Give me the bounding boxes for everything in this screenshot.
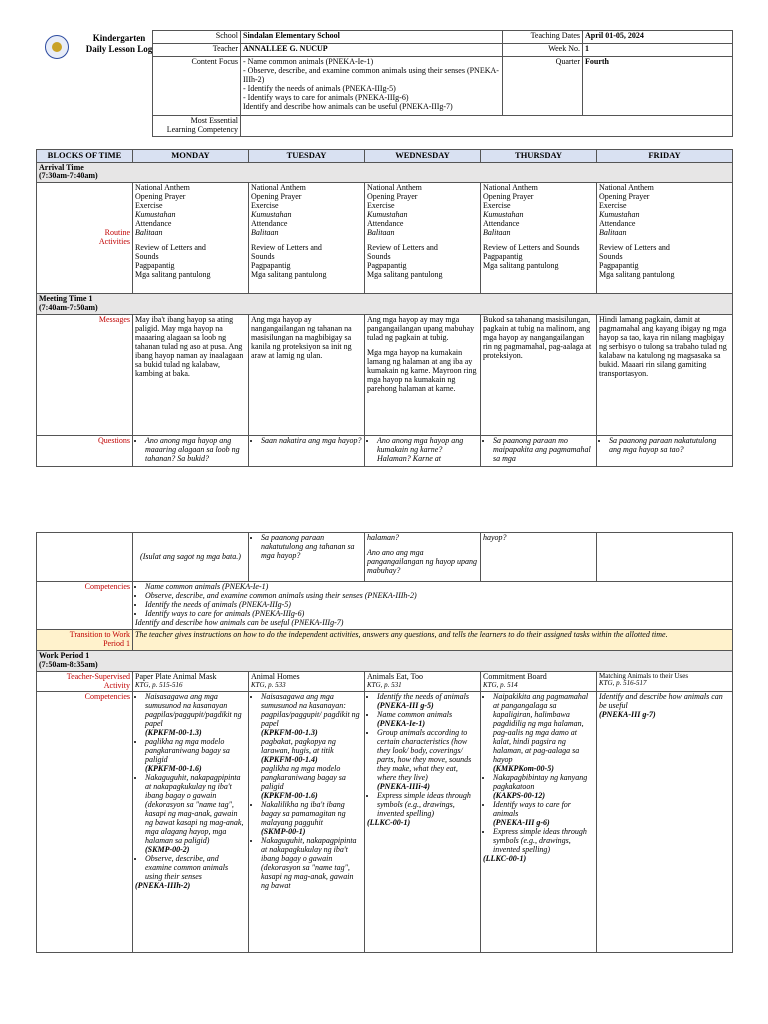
transition-row bbox=[37, 629, 733, 650]
text-cell: KTG, p. 533 bbox=[251, 680, 286, 689]
activity-wednesday bbox=[365, 671, 481, 692]
text-cell: Express simple ideas through symbols (e.g., drawings, invented spelling) bbox=[377, 790, 471, 818]
messages-row bbox=[37, 315, 733, 436]
competencies2-friday bbox=[597, 692, 733, 953]
text-cell: National Anthem bbox=[135, 183, 190, 193]
text-cell: Identify and describe how animals can be useful (PNEKA-IIIg-7) bbox=[135, 617, 344, 627]
text-cell: (PNEKA-III g-7) bbox=[599, 710, 656, 720]
text-cell: Mga salitang pantulong bbox=[251, 270, 327, 279]
text-cell: (KMKPKom-00-5) bbox=[493, 764, 554, 774]
activity-thursday bbox=[481, 671, 597, 692]
question-cont-wednesday bbox=[365, 533, 481, 582]
text-cell: (PNEKA-III g-5) bbox=[377, 701, 434, 711]
tsa-label bbox=[37, 671, 133, 692]
questions-label: Questions bbox=[37, 436, 133, 467]
school-value: Sindalan Elementary School bbox=[241, 31, 503, 44]
text-cell: National Anthem bbox=[599, 183, 654, 193]
text-cell: • Sa paanong paraan nakatutulong ang tahanan sa mga hayop? bbox=[261, 534, 362, 561]
text-cell: Learning Competency bbox=[166, 124, 238, 134]
routine-thursday bbox=[481, 183, 597, 294]
text-cell: Attendance bbox=[135, 219, 172, 229]
text-cell: Pagpapantig bbox=[251, 261, 291, 271]
text-cell: KTG, p. 514 bbox=[483, 680, 518, 689]
text-cell: Review of Letters and bbox=[135, 243, 206, 253]
text-cell: Pagpapantig bbox=[367, 261, 407, 271]
competencies-row bbox=[37, 582, 733, 630]
text-cell: Express simple ideas through symbols (e.g., drawings, invented spelling) bbox=[493, 826, 587, 854]
questions-continued-row bbox=[37, 533, 733, 582]
text-cell: Review of Letters and bbox=[367, 243, 438, 253]
text-cell: Naisasagawa ang mga sumusunod na kasanayan: pagpilas/paggupit/ pagdikit ng papel bbox=[261, 692, 360, 729]
text-cell: Sounds bbox=[135, 252, 159, 262]
text-cell: - Identify ways to care for animals (PNEKA-IIIg-6) bbox=[243, 92, 409, 102]
activity-tuesday bbox=[249, 671, 365, 692]
text-cell: Nakapagbibintay ng kanyang pagkakatoon bbox=[493, 773, 588, 792]
text-cell: - Identify the needs of animals (PNEKA-IIIg-5) bbox=[243, 83, 396, 93]
thursday-header: THURSDAY bbox=[481, 150, 597, 163]
routine-tuesday bbox=[249, 183, 365, 294]
text-cell: Exercise bbox=[251, 201, 279, 211]
text-cell: • Sa paanong paraan nakatutulong ang mga hayop sa tao? bbox=[609, 437, 730, 455]
text-cell: Opening Prayer bbox=[367, 192, 418, 202]
text-cell: • Saan nakatira ang mga hayop? bbox=[261, 437, 362, 446]
mel-label bbox=[153, 116, 241, 137]
text-cell: Opening Prayer bbox=[599, 192, 650, 202]
text-cell: Nakaguguhit, nakapagpipinta at nakapagkukulay ng iba't ibang bagay o gawain (dekorasyon sa "name tag", kasapi ng mag-anak, gawain ng bawat bbox=[261, 835, 357, 890]
text-cell: Mga mga hayop na kumakain lamang ng halaman at ang iba ay kumakain ng karne. Mayroon ring mga hayop na kumakain ng parehong halaman at karne. bbox=[367, 348, 477, 393]
text-cell: Observe, describe, and examine common animals using their senses bbox=[145, 853, 229, 881]
dates-value: April 01-05, 2024 bbox=[583, 31, 733, 44]
lesson-log-page-2 bbox=[36, 532, 732, 953]
meeting-section bbox=[37, 294, 733, 315]
text-cell: Daily Lesson Log bbox=[85, 43, 153, 54]
competencies2-wednesday bbox=[365, 692, 481, 953]
questions-row bbox=[37, 436, 733, 467]
wednesday-header: WEDNESDAY bbox=[365, 150, 481, 163]
text-cell: National Anthem bbox=[251, 183, 306, 193]
question-tuesday bbox=[249, 436, 365, 467]
text-cell: Balitaan bbox=[599, 228, 627, 238]
text-cell: Teacher-Supervised bbox=[66, 671, 130, 681]
text-cell: (KPKFM-00-1.6) bbox=[145, 764, 202, 774]
text-cell: (SKMP-00-1) bbox=[261, 826, 306, 836]
text-cell: KTG, p. 515-516 bbox=[135, 680, 183, 689]
teacher-label: Teacher bbox=[153, 44, 241, 57]
text-cell: Arrival Time bbox=[39, 162, 84, 172]
text-cell: Exercise bbox=[367, 201, 395, 211]
competencies2-thursday bbox=[481, 692, 597, 953]
text-cell: Routine bbox=[104, 228, 130, 238]
text-cell: Balitaan bbox=[251, 228, 279, 238]
text-cell: Mga salitang pantulong bbox=[367, 270, 443, 279]
text-cell: (PNEKA-IIIi-4) bbox=[377, 782, 430, 792]
text-cell: (7:30am-7:40am) bbox=[39, 171, 98, 181]
question-friday bbox=[597, 436, 733, 467]
text-cell: Activity bbox=[103, 680, 130, 690]
activity-row bbox=[37, 671, 733, 692]
transition-text: The teacher gives instructions on how to do the independent activities, answers any questions, and tells the learners to do their assigned tasks within the allotted time. bbox=[133, 629, 733, 650]
text-cell: (PNEKA-III g-6) bbox=[493, 817, 550, 827]
text-cell: Kumustahan bbox=[483, 210, 524, 220]
text-cell: Nakaguguhit, nakapagpipinta at nakapagkukulay ng iba't ibang bagay o gawain (dekorasyon sa "name tag", kasapi ng mag-anak, gawain ng bawat kasapi ng mag-anak, mga alagang hayop, mga halaman sa paligid) bbox=[145, 773, 244, 845]
text-cell: • Ano anong mga hayop ang maaaring alagaan sa loob ng tahanan? Sa bukid? bbox=[145, 437, 246, 464]
blocks-table-continued bbox=[36, 532, 733, 953]
question-cont-monday: (Isulat ang sagot ng mga bata.) bbox=[133, 533, 249, 582]
question-thursday bbox=[481, 436, 597, 467]
dates-label: Teaching Dates bbox=[503, 31, 583, 44]
activity-monday bbox=[133, 671, 249, 692]
text-cell: Exercise bbox=[483, 201, 511, 211]
text-cell: - Name common animals (PNEKA-Ie-1) bbox=[243, 57, 374, 66]
text-cell: Identify ways to care for animals bbox=[493, 799, 571, 818]
text-cell: Balitaan bbox=[367, 228, 395, 238]
text-cell: Activities bbox=[98, 237, 130, 247]
teacher-value: ANNALLEE G. NUCUP bbox=[241, 44, 503, 57]
day-header-row bbox=[37, 150, 733, 163]
week-value: 1 bbox=[583, 44, 733, 57]
text-cell: Naisasagawa ang mga sumusunod na kasanayan pagpilas/paggupit/pagdikit ng papel bbox=[145, 692, 242, 729]
text-cell: Kindergarten bbox=[92, 33, 146, 43]
text-cell: Mga salitang pantulong bbox=[135, 270, 211, 279]
quarter-value: Fourth bbox=[583, 57, 733, 116]
text-cell: Kumustahan bbox=[251, 210, 292, 220]
text-cell: Matching Animals to their Uses bbox=[599, 671, 689, 680]
text-cell: Work Period 1 bbox=[39, 650, 90, 660]
text-cell: Animals Eat, Too bbox=[367, 671, 423, 681]
text-cell: Meeting Time 1 bbox=[39, 294, 93, 304]
text-cell: • Ano anong mga hayop ang kumakain ng karne? Halaman? Karne at bbox=[377, 437, 478, 464]
header-table bbox=[152, 30, 733, 137]
text-cell: Ang mga hayop ay may mga pangangailangan upang mabuhay tulad ng pagkain at tubig. bbox=[367, 315, 475, 343]
text-cell: Opening Prayer bbox=[251, 192, 302, 202]
arrival-section bbox=[37, 162, 733, 183]
text-cell: National Anthem bbox=[483, 183, 538, 193]
text-cell: Review of Letters and bbox=[599, 243, 670, 253]
text-cell: Attendance bbox=[599, 219, 636, 229]
routine-friday bbox=[597, 183, 733, 294]
routine-monday bbox=[133, 183, 249, 294]
text-cell: KTG, p. 516-517 bbox=[599, 679, 647, 688]
text-cell: Identify and describe how animals can be useful (PNEKA-IIIg-7) bbox=[243, 101, 453, 111]
text-cell: Mga salitang pantulong bbox=[483, 261, 559, 271]
lesson-log-page-1 bbox=[36, 30, 732, 467]
text-cell: KTG, p. 531 bbox=[367, 680, 402, 689]
text-cell: Exercise bbox=[135, 201, 163, 211]
text-cell: Identify the needs of animals bbox=[377, 692, 469, 702]
text-cell: Commitment Board bbox=[483, 671, 547, 681]
competencies-label: Competencies bbox=[37, 582, 133, 630]
competencies2-row bbox=[37, 692, 733, 953]
text-cell: Identify and describe how animals can be useful bbox=[599, 692, 723, 711]
text-cell: (LLKC-00-1) bbox=[483, 853, 527, 863]
text-cell: • Observe, describe, and examine common animals using their senses (PNEKA-IIIh-2) bbox=[145, 592, 730, 601]
blocks-table bbox=[36, 149, 733, 467]
message-friday: Hindi lamang pagkain, damit at pagmamahal ang kayang ibigay ng mga hayop sa tao, kaya rin nilang magbigay ng serbisyo o tulong sa trabaho tulad ng kalabaw na katulong ng magsasaka sa bukid. Maaari rin silang gamiting transportasyon. bbox=[597, 315, 733, 436]
question-cont-thursday: hayop? bbox=[481, 533, 597, 582]
text-cell: Attendance bbox=[251, 219, 288, 229]
text-cell: Opening Prayer bbox=[483, 192, 534, 202]
text-cell: Nakalilikha ng iba't ibang bagay sa pamamagitan ng malayang pagguhit bbox=[261, 799, 346, 827]
text-cell: Pagpapantig bbox=[599, 261, 639, 271]
text-cell: pagbakat, pagkopya ng larawan, hugis, at titik bbox=[261, 737, 336, 756]
competencies2-label: Competencies bbox=[37, 692, 133, 953]
text-cell: (KPKFM-00-1.6) bbox=[261, 790, 318, 800]
text-cell: Opening Prayer bbox=[135, 192, 186, 202]
text-cell: Most Essential bbox=[190, 116, 238, 125]
text-cell: Animal Homes bbox=[251, 671, 300, 681]
text-cell: paglikha ng mga modelo pangkaraniwang bagay sa paligid bbox=[261, 764, 346, 792]
tuesday-header: TUESDAY bbox=[249, 150, 365, 163]
text-cell: Pagpapantig bbox=[483, 252, 523, 262]
text-cell: Sounds bbox=[251, 252, 275, 262]
competencies2-monday bbox=[133, 692, 249, 953]
blocks-header: BLOCKS OF TIME bbox=[37, 150, 133, 163]
text-cell: - Observe, describe, and examine common animals using their senses (PNEKA-IIIh-2) bbox=[243, 65, 499, 84]
text-cell: halaman? bbox=[367, 533, 399, 542]
text-cell: Balitaan bbox=[135, 228, 163, 238]
text-cell: Attendance bbox=[483, 219, 520, 229]
focus-list bbox=[241, 57, 503, 116]
text-cell: (7:40am-7:50am) bbox=[39, 303, 98, 313]
mel-value bbox=[241, 116, 733, 137]
text-cell: Sounds bbox=[599, 252, 623, 262]
text-cell: Paper Plate Animal Mask bbox=[135, 671, 217, 681]
monday-header: MONDAY bbox=[133, 150, 249, 163]
text-cell: Pagpapantig bbox=[135, 261, 175, 271]
message-thursday: Bukod sa tahanang masisilungan, pagkain at tubig na malinom, ang mga hayop ay nangangailangan rin ng pagmamahal, pag-aalaga at proteksiyon. bbox=[481, 315, 597, 436]
routine-row bbox=[37, 183, 733, 294]
text-cell: (PNEKA-IIIh-2) bbox=[135, 880, 191, 890]
text-cell: Kumustahan bbox=[367, 210, 408, 220]
text-cell: Group animals according to certain characteristics (how they look/ body, coverings/ parts, how they move, sounds they make, what they eat, where they live) bbox=[377, 728, 472, 783]
text-cell: (7:50am-8:35am) bbox=[39, 659, 98, 669]
text-cell: Naipakikita ang pagmamahal at pangangalaga sa kapaligiran, halimbawa pagdidilig ng mga halaman, pag-aalis ng mga damo at kalat, hindi pagsira ng halaman, at pag-aalaga sa hayop bbox=[493, 692, 589, 765]
text-cell: Name common animals bbox=[377, 710, 453, 720]
messages-label: Messages bbox=[37, 315, 133, 436]
text-cell: Transition to Work bbox=[69, 629, 130, 639]
message-tuesday: Ang mga hayop ay nangangailangan ng tahanan na masisilungan na magbibigay sa kanila ng proteksiyon sa init ng araw at lamig ng ulan. bbox=[249, 315, 365, 436]
text-cell: • Sa paanong paraan mo maipapakita ang pagmamahal sa mga bbox=[493, 437, 594, 464]
focus-label: Content Focus bbox=[153, 57, 241, 116]
text-cell: (KAKPS-00-12) bbox=[493, 790, 545, 800]
work-period-section bbox=[37, 650, 733, 671]
text-cell: Kumustahan bbox=[599, 210, 640, 220]
routine-label bbox=[37, 183, 133, 294]
text-cell: Kumustahan bbox=[135, 210, 176, 220]
document-title bbox=[74, 33, 164, 55]
week-label: Week No. bbox=[503, 44, 583, 57]
routine-wednesday bbox=[365, 183, 481, 294]
text-cell: Review of Letters and Sounds bbox=[483, 243, 580, 253]
quarter-label: Quarter bbox=[503, 57, 583, 116]
text-cell: Review of Letters and bbox=[251, 243, 322, 253]
text-cell: Sounds bbox=[367, 252, 391, 262]
text-cell: National Anthem bbox=[367, 183, 422, 193]
text-cell: • Identify ways to care for animals (PNEKA-IIIg-6) bbox=[145, 610, 730, 619]
question-monday bbox=[133, 436, 249, 467]
text-cell: • Name common animals (PNEKA-Ie-1) bbox=[145, 583, 730, 592]
transition-label bbox=[37, 629, 133, 650]
text-cell: Period 1 bbox=[103, 638, 130, 648]
question-cont-tuesday bbox=[249, 533, 365, 582]
text-cell: Ano ano ang mga pangangailangan ng hayop upang mabuhay? bbox=[367, 547, 477, 575]
question-wednesday bbox=[365, 436, 481, 467]
message-wednesday bbox=[365, 315, 481, 436]
text-cell: (SKMP-00-2) bbox=[145, 844, 190, 854]
text-cell: (KPKFM-00-1.3) bbox=[261, 728, 318, 738]
activity-friday bbox=[597, 671, 733, 692]
competencies-list bbox=[133, 582, 733, 630]
text-cell: Balitaan bbox=[483, 228, 511, 238]
text-cell: (LLKC-00-1) bbox=[367, 817, 411, 827]
text-cell: Exercise bbox=[599, 201, 627, 211]
competencies2-tuesday bbox=[249, 692, 365, 953]
school-label: School bbox=[153, 31, 241, 44]
text-cell: (KPKFM-00-1.3) bbox=[145, 728, 202, 738]
text-cell: paglikha ng mga modelo pangkaraniwang bagay sa paligid bbox=[145, 737, 230, 765]
deped-seal-icon bbox=[45, 35, 69, 59]
text-cell: Attendance bbox=[367, 219, 404, 229]
text-cell: Mga salitang pantulong bbox=[599, 270, 675, 279]
text-cell: (PNEKA-Ie-1) bbox=[377, 719, 425, 729]
text-cell: • Identify the needs of animals (PNEKA-IIIg-5) bbox=[145, 601, 730, 610]
message-monday: May iba't ibang hayop sa ating paligid. May mga hayop na maaaring alagaan sa loob ng tahanan tulad ng aso at pusa. Ang ibang hayop naman ay inaalagaan sa bukid tulad ng kalabaw, kambing at baka. bbox=[133, 315, 249, 436]
friday-header: FRIDAY bbox=[597, 150, 733, 163]
text-cell: (KPKFM-00-1.4) bbox=[261, 755, 318, 765]
